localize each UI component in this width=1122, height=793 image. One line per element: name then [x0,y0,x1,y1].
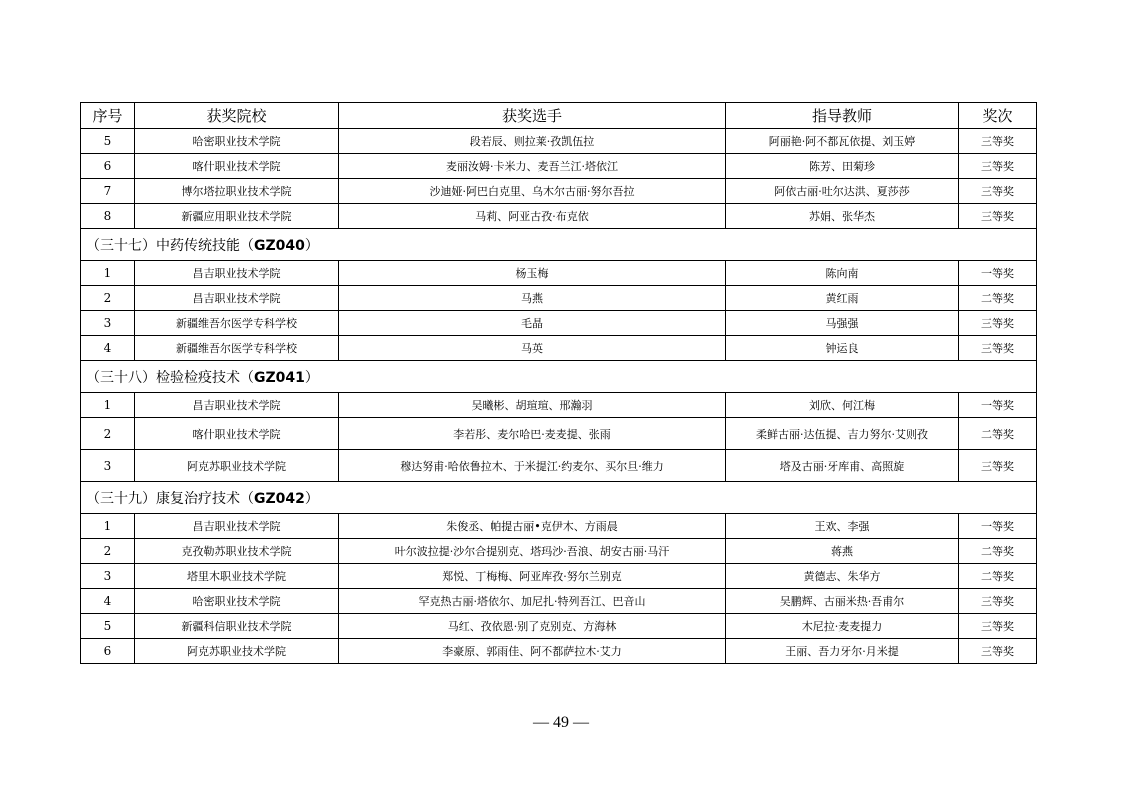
table-row [81,179,1037,204]
table-header-row [81,103,1037,129]
school-cell: 阿克苏职业技术学院 [135,639,339,664]
school-cell: 新疆维吾尔医学专科学校 [135,336,339,361]
teachers-cell: 苏娟、张华杰 [726,204,959,229]
teachers-cell: 阿依古丽·吐尔达洪、夏莎莎 [726,179,959,204]
school-cell: 新疆科信职业技术学院 [135,614,339,639]
page-number: — 49 — [533,714,589,731]
section-title-text: （三十九）康复治疗技术（ [86,490,254,507]
header-players: 获奖选手 [339,103,726,129]
rank-cell: 三等奖 [959,639,1037,664]
rank-cell: 一等奖 [959,261,1037,286]
section-row [81,229,1037,261]
section-code: GZ040 [254,237,305,254]
seq-cell: 8 [81,204,135,229]
teachers-cell: 吴鹏辉、古丽米热·吾甫尔 [726,589,959,614]
teachers-cell: 黄德志、朱华方 [726,564,959,589]
school-cell: 塔里木职业技术学院 [135,564,339,589]
teachers-cell: 马强强 [726,311,959,336]
seq-cell: 7 [81,179,135,204]
teachers-cell: 阿丽艳·阿不都瓦依提、刘玉婷 [726,129,959,154]
teachers-cell: 王丽、吾力牙尔·月米提 [726,639,959,664]
section-code: GZ042 [254,490,305,507]
players-cell: 麦丽汝姆·卡米力、麦吾兰江·塔依江 [339,154,726,179]
table-row [81,589,1037,614]
seq-cell: 1 [81,393,135,418]
table-row [81,564,1037,589]
award-table [80,102,1037,664]
teachers-cell: 陈芳、田菊珍 [726,154,959,179]
players-cell: 罕克热古丽·塔依尔、加尼扎·特列吾江、巴音山 [339,589,726,614]
school-cell: 阿克苏职业技术学院 [135,450,339,482]
rank-cell: 三等奖 [959,154,1037,179]
seq-cell: 2 [81,418,135,450]
players-cell: 朱俊丞、帕提古丽•克伊木、方雨晨 [339,514,726,539]
rank-cell: 三等奖 [959,589,1037,614]
players-cell: 马莉、阿亚古孜·布克依 [339,204,726,229]
table-row [81,614,1037,639]
school-cell: 哈密职业技术学院 [135,129,339,154]
table-row [81,539,1037,564]
seq-cell: 2 [81,286,135,311]
seq-cell: 1 [81,514,135,539]
table-row [81,418,1037,450]
table-row [81,450,1037,482]
school-cell: 博尔塔拉职业技术学院 [135,179,339,204]
school-cell: 喀什职业技术学院 [135,154,339,179]
seq-cell: 6 [81,639,135,664]
school-cell: 昌吉职业技术学院 [135,286,339,311]
rank-cell: 三等奖 [959,204,1037,229]
teachers-cell: 黄红雨 [726,286,959,311]
rank-cell: 一等奖 [959,514,1037,539]
seq-cell: 3 [81,311,135,336]
section-title [81,361,1037,393]
section-title-text: （三十七）中药传统技能（ [86,237,254,254]
seq-cell: 6 [81,154,135,179]
rank-cell: 二等奖 [959,539,1037,564]
players-cell: 叶尔波拉提·沙尔合提别克、塔玛沙·吾浪、胡安古丽·马汗 [339,539,726,564]
rank-cell: 三等奖 [959,336,1037,361]
table-row [81,204,1037,229]
table-row [81,261,1037,286]
header-rank: 奖次 [959,103,1037,129]
players-cell: 穆达努甫·哈依鲁拉木、于米提江·约麦尔、买尔旦·维力 [339,450,726,482]
school-cell: 昌吉职业技术学院 [135,514,339,539]
teachers-cell: 陈向南 [726,261,959,286]
rank-cell: 二等奖 [959,286,1037,311]
table-row [81,311,1037,336]
seq-cell: 5 [81,129,135,154]
section-close: ） [304,237,319,254]
seq-cell: 3 [81,450,135,482]
players-cell: 沙迪娅·阿巴白克里、乌木尔古丽·努尔吾拉 [339,179,726,204]
section-close: ） [304,369,319,386]
seq-cell: 5 [81,614,135,639]
section-code: GZ041 [254,369,305,386]
school-cell: 新疆维吾尔医学专科学校 [135,311,339,336]
table-row [81,393,1037,418]
seq-cell: 1 [81,261,135,286]
teachers-cell: 木尼拉·麦麦提力 [726,614,959,639]
teachers-cell: 王欢、李强 [726,514,959,539]
players-cell: 李豪原、郭雨佳、阿不都萨拉木·艾力 [339,639,726,664]
school-cell: 昌吉职业技术学院 [135,261,339,286]
header-teachers: 指导教师 [726,103,959,129]
seq-cell: 2 [81,539,135,564]
rank-cell: 二等奖 [959,418,1037,450]
rank-cell: 三等奖 [959,450,1037,482]
rank-cell: 一等奖 [959,393,1037,418]
players-cell: 杨玉梅 [339,261,726,286]
header-school: 获奖院校 [135,103,339,129]
players-cell: 毛晶 [339,311,726,336]
seq-cell: 3 [81,564,135,589]
players-cell: 段若辰、则拉莱·孜凯伍拉 [339,129,726,154]
section-close: ） [304,490,319,507]
rank-cell: 三等奖 [959,614,1037,639]
players-cell: 吴曦彬、胡瑄瑄、邢瀚羽 [339,393,726,418]
school-cell: 新疆应用职业技术学院 [135,204,339,229]
teachers-cell: 塔及古丽·牙库甫、高照旋 [726,450,959,482]
seq-cell: 4 [81,589,135,614]
school-cell: 克孜勒苏职业技术学院 [135,539,339,564]
table-row [81,286,1037,311]
table-row [81,336,1037,361]
section-title [81,482,1037,514]
teachers-cell: 刘欣、何江梅 [726,393,959,418]
teachers-cell: 蒋燕 [726,539,959,564]
school-cell: 喀什职业技术学院 [135,418,339,450]
teachers-cell: 柔鲜古丽·达伍提、吉力努尔·艾则孜 [726,418,959,450]
section-row [81,361,1037,393]
rank-cell: 三等奖 [959,129,1037,154]
rank-cell: 二等奖 [959,564,1037,589]
players-cell: 马燕 [339,286,726,311]
players-cell: 郑悦、丁梅梅、阿亚库孜·努尔兰别克 [339,564,726,589]
players-cell: 马红、孜依恩·别了克别克、方海林 [339,614,726,639]
section-row [81,482,1037,514]
table-row [81,639,1037,664]
school-cell: 昌吉职业技术学院 [135,393,339,418]
header-seq: 序号 [81,103,135,129]
section-title [81,229,1037,261]
rank-cell: 三等奖 [959,311,1037,336]
school-cell: 哈密职业技术学院 [135,589,339,614]
teachers-cell: 钟运良 [726,336,959,361]
players-cell: 马英 [339,336,726,361]
section-title-text: （三十八）检验检疫技术（ [86,369,254,386]
seq-cell: 4 [81,336,135,361]
rank-cell: 三等奖 [959,179,1037,204]
table-row [81,514,1037,539]
table-row [81,154,1037,179]
players-cell: 李若彤、麦尔哈巴·麦麦提、张雨 [339,418,726,450]
table-row [81,129,1037,154]
